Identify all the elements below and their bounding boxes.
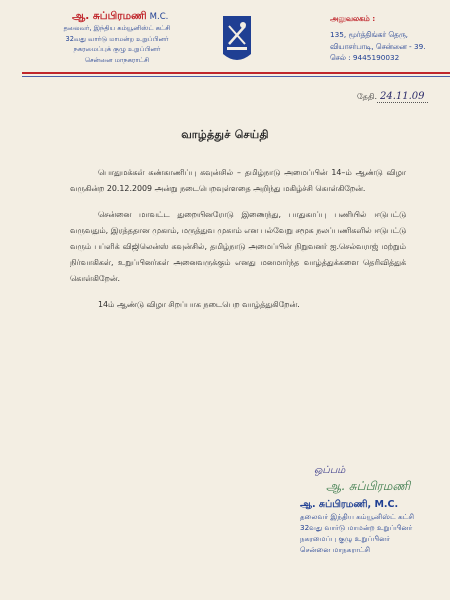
phone-line: செல் : 9445190032 [330, 53, 400, 62]
letterhead-title-line: நகரமைப்புக் குழு உறுப்பினர் [73, 45, 161, 53]
office-label: அலுவலகம் : [330, 14, 376, 23]
date-value: 24.11.09 [377, 91, 428, 103]
body-paragraph: 14ம் ஆண்டு விழா சிறப்பாக நடைபெற வாழ்த்துகிறேன். [98, 300, 300, 309]
date-label: தேதி [357, 92, 375, 101]
letterhead-name-row [72, 10, 212, 23]
signatory-title-line: 32வது வார்டு மாமன்ற உறுப்பினர் [300, 523, 413, 532]
letterhead-name: ஆ. சுப்பிரமணி [72, 10, 147, 22]
letter-title: வாழ்த்துச் செய்தி [181, 128, 269, 141]
letterhead-left [22, 10, 212, 65]
body-paragraph: பொதுமக்கள் கண்காணிப்பு கவுன்சில் – தமிழ்நாடு அமைப்பின் 14–ம் ஆண்டு விழா வருகின்ற 20.12.2009 அன்று நடைபெறவுள்ளதை அறிந்து மகிழ்ச்சி கொள்கிறேன். [70, 168, 406, 193]
letterhead-divider-red [22, 72, 450, 74]
body-paragraph: சென்னை மாவட்ட துறையினரோடு இணைந்து, பாதுகாப்பு பணியில் ஈடுபட்டு வருவதும், இரத்ததான முகாம், மருத்துவ முகாம் என பல்வேறு சமூக நலப்பணிகளில் ஈடுபட்டு வரும் பப்ளிக் விஜிலென்ஸ் கவுன்சில், தமிழ்நாடு அமைப்பின் நிறுவனர் ஐ.செல்வராஜ் மற்றும் நிர்வாகிகள், உறுப்பினர்கள் அனைவருக்கும் எனது மனமார்ந்த வாழ்த்துக்களை தெரிவித்துக் கொள்கிறேன். [70, 210, 406, 283]
letter-body [70, 165, 406, 323]
address-line: 135, மூர்த்திங்கர் தெரு, [330, 30, 408, 39]
letterhead-right [330, 14, 450, 64]
signatory-title-line: சென்னை மாநகராட்சி [300, 545, 371, 554]
letterhead-title-line: சென்னை மாநகராட்சி [84, 55, 150, 64]
signature-scribble: ஒப்பம் [314, 465, 346, 476]
date-field: தேதி. 24.11.09 [357, 91, 428, 102]
signature-block [300, 465, 440, 555]
signatory-title-line: நகரமைப்பு குழு உறுப்பினர் [300, 534, 390, 543]
letterhead-divider-blue [22, 76, 450, 77]
letterhead-title-line: 32வது வார்டு மாமன்ற உறுப்பினர் [65, 34, 169, 43]
signatory-name: ஆ. சுப்பிரமணி, M.C. [300, 499, 399, 510]
letterhead-degree: M.C. [149, 12, 169, 22]
signatory-title-line: தலைவர் இந்திய கம்யூனிஸ்ட் கட்சி [300, 512, 415, 521]
party-emblem-icon [220, 14, 254, 66]
handwritten-signature: ஆ. சுப்பிரமணி [326, 479, 411, 493]
letterhead-title-line: தலைவர், இந்திய கம்யூனிஸ்ட் கட்சி [63, 24, 171, 32]
address-line: வியாசர்பாடி, சென்னை - 39. [330, 41, 426, 51]
